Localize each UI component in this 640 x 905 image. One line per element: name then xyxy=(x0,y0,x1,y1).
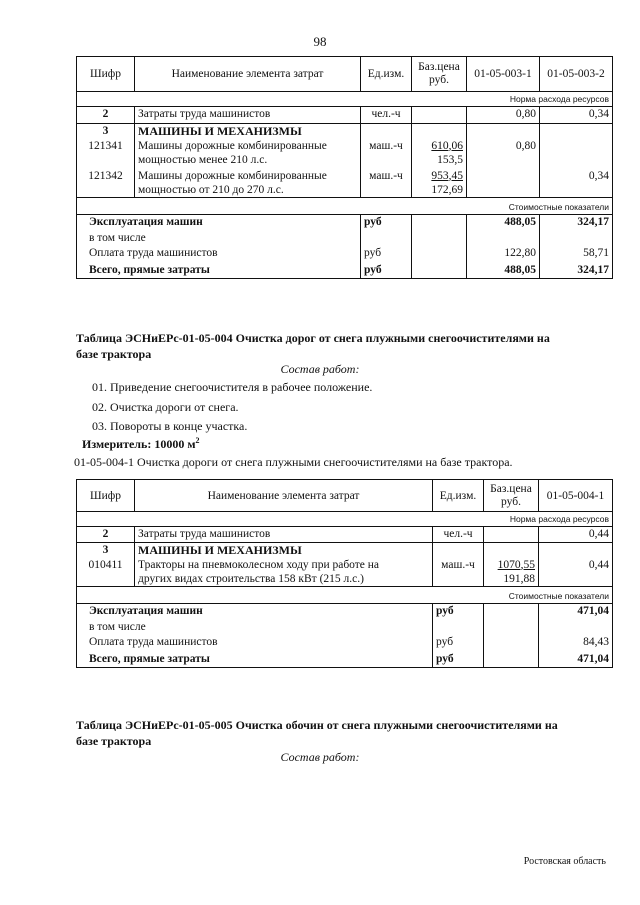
table-row xyxy=(77,652,613,667)
row-value-a: 0,80 xyxy=(467,107,540,124)
row-unit: маш.-ч xyxy=(361,139,412,167)
table-row xyxy=(77,246,613,263)
section-heading: МАШИНЫ И МЕХАНИЗМЫ xyxy=(135,124,361,139)
row-name: Машины дорожные комбинированные xyxy=(138,169,327,182)
cost-label: Всего, прямые затраты xyxy=(77,652,433,667)
row-price: 1070,55 xyxy=(497,558,535,571)
row-code: 3 xyxy=(77,543,135,558)
table-row xyxy=(77,124,613,139)
norm-header: Норма расхода ресурсов xyxy=(77,92,613,107)
row-code: 2 xyxy=(77,527,135,543)
header-code: Шифр xyxy=(77,480,135,512)
resource-table-01-05-003 xyxy=(76,56,613,279)
cost-value-a: 488,05 xyxy=(467,214,540,231)
title-line: Таблица ЭСНиЕРс-01-05-004 Очистка дорог от снега плужными снегоочистителями на xyxy=(76,331,550,345)
header-name: Наименование элемента затрат xyxy=(135,480,433,512)
row-name: Затраты труда машинистов xyxy=(135,107,361,124)
cost-unit: руб xyxy=(433,603,484,620)
table-row xyxy=(77,107,613,124)
cost-header: Стоимостные показатели xyxy=(77,586,613,603)
row-unit: чел.-ч xyxy=(433,527,484,543)
cost-value-a: 488,05 xyxy=(467,263,540,278)
cost-label: Оплата труда машинистов xyxy=(77,246,361,263)
meter-superscript: 2 xyxy=(195,436,200,445)
section-heading: МАШИНЫ И МЕХАНИЗМЫ xyxy=(135,543,433,558)
header-unit: Ед.изм. xyxy=(361,57,412,92)
section-title-01-05-005 xyxy=(76,717,596,749)
row-price-secondary: 191,88 xyxy=(503,572,535,585)
cost-header: Стоимостные показатели xyxy=(77,197,613,214)
title-line: Таблица ЭСНиЕРс-01-05-005 Очистка обочин от снега плужными снегоочистителями на xyxy=(76,718,558,732)
cost-unit: руб xyxy=(361,214,412,231)
header-base-price: Баз.цена руб. xyxy=(484,480,539,512)
cost-unit: руб xyxy=(361,263,412,278)
row-name-cont: других видах строительства 158 кВт (215 л.с.) xyxy=(138,572,364,585)
work-composition-heading: Состав работ: xyxy=(280,750,360,764)
cost-value-b: 58,71 xyxy=(540,246,613,263)
footer-region: Ростовская область xyxy=(523,856,606,867)
table-row xyxy=(77,214,613,231)
row-unit: чел.-ч xyxy=(361,107,412,124)
norm-header: Норма расхода ресурсов xyxy=(77,512,613,527)
table-row xyxy=(77,635,613,652)
row-price: 610,06 xyxy=(431,139,463,152)
cost-value-b: 324,17 xyxy=(540,214,613,231)
cost-unit: руб xyxy=(433,635,484,652)
cost-unit: руб xyxy=(433,652,484,667)
cost-label: Оплата труда машинистов xyxy=(77,635,433,652)
row-value-b: 0,34 xyxy=(540,167,613,198)
cost-label: в том числе xyxy=(77,620,433,635)
row-name: Тракторы на пневмоколесном ходу при работе на xyxy=(138,558,380,571)
title-line: базе трактора xyxy=(76,734,152,748)
cost-label: Эксплуатация машин xyxy=(77,603,433,620)
header-unit: Ед.изм. xyxy=(433,480,484,512)
item-description: 01-05-004-1 Очистка дороги от снега плужными снегоочистителями на базе трактора. xyxy=(74,455,513,469)
row-unit: маш.-ч xyxy=(361,167,412,198)
row-name: Затраты труда машинистов xyxy=(135,527,433,543)
table-row xyxy=(77,620,613,635)
header-col-b: 01-05-003-2 xyxy=(540,57,613,92)
work-step: 02. Очистка дороги от снега. xyxy=(92,400,239,414)
row-code: 121341 xyxy=(77,139,135,167)
row-name-cont: мощностью от 210 до 270 л.с. xyxy=(138,183,284,196)
row-value-a: 0,44 xyxy=(539,527,613,543)
row-unit: маш.-ч xyxy=(433,558,484,587)
cost-label: Всего, прямые затраты xyxy=(77,263,361,278)
page-number: 98 xyxy=(313,34,327,49)
row-value-a: 0,80 xyxy=(467,139,540,167)
row-code: 121342 xyxy=(77,167,135,198)
row-value-a: 0,44 xyxy=(539,558,613,587)
row-code: 010411 xyxy=(77,558,135,587)
cost-value-b: 324,17 xyxy=(540,263,613,278)
cost-value-a: 122,80 xyxy=(467,246,540,263)
row-code: 2 xyxy=(77,107,135,124)
table-row xyxy=(77,139,613,167)
header-base-price: Баз.цена руб. xyxy=(412,57,467,92)
cost-value-a: 84,43 xyxy=(539,635,613,652)
row-code: 3 xyxy=(77,124,135,139)
work-step: 01. Приведение снегоочистителя в рабочее положение. xyxy=(92,380,373,394)
cost-label: в том числе xyxy=(77,231,361,246)
row-value-b xyxy=(540,139,613,167)
section-title-01-05-004 xyxy=(76,330,596,362)
cost-label: Эксплуатация машин xyxy=(77,214,361,231)
table-row xyxy=(77,543,613,558)
header-name: Наименование элемента затрат xyxy=(135,57,361,92)
header-col-a: 01-05-003-1 xyxy=(467,57,540,92)
title-line: базе трактора xyxy=(76,347,152,361)
table-row xyxy=(77,167,613,198)
header-code: Шифр xyxy=(77,57,135,92)
resource-table-01-05-004 xyxy=(76,479,613,668)
table-row xyxy=(77,558,613,587)
meter-text: Измеритель: 10000 м xyxy=(82,437,196,451)
meter-unit xyxy=(82,436,200,452)
table-row xyxy=(77,231,613,246)
row-name: Машины дорожные комбинированные xyxy=(138,139,327,152)
row-value-a xyxy=(467,167,540,198)
work-step: 03. Повороты в конце участка. xyxy=(92,419,248,433)
table-row xyxy=(77,263,613,278)
row-price: 953,45 xyxy=(431,169,463,182)
header-col-a: 01-05-004-1 xyxy=(539,480,613,512)
row-price-secondary: 172,69 xyxy=(431,183,463,196)
cost-value-a: 471,04 xyxy=(539,603,613,620)
table-row xyxy=(77,527,613,543)
row-value-b: 0,34 xyxy=(540,107,613,124)
cost-unit: руб xyxy=(361,246,412,263)
row-price-secondary: 153,5 xyxy=(437,153,463,166)
row-name-cont: мощностью менее 210 л.с. xyxy=(138,153,268,166)
work-composition-heading: Состав работ: xyxy=(280,362,360,376)
cost-value-a: 471,04 xyxy=(539,652,613,667)
table-row xyxy=(77,603,613,620)
